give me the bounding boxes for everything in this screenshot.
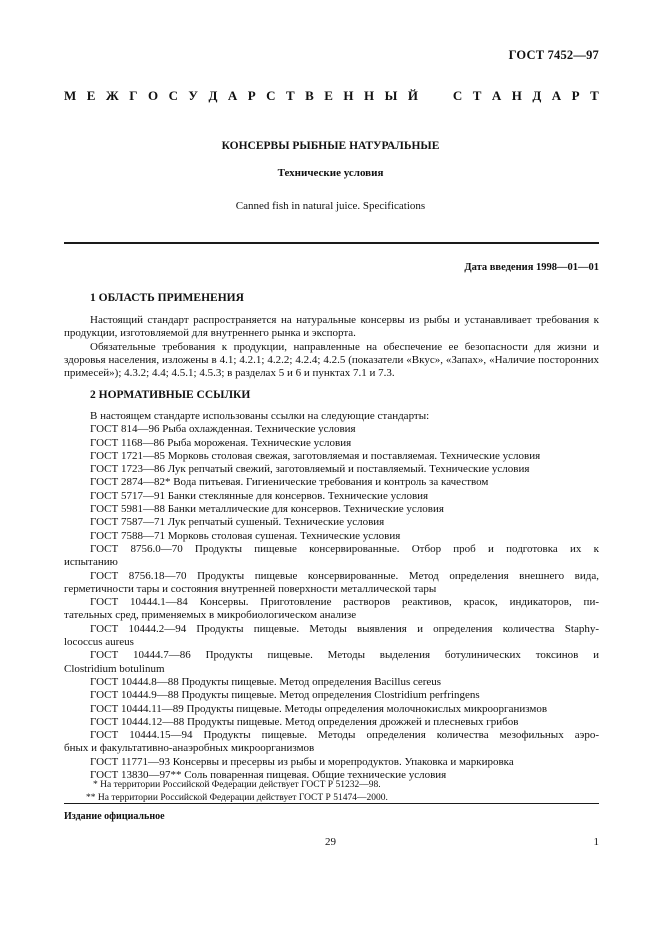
document-subtitle: Технические условия (277, 167, 384, 179)
banner-letter: В (305, 88, 314, 103)
page-number: 29 (325, 836, 336, 848)
reference-item: ГОСТ 13830—97** Соль поваренная пищевая. Общие технические условия (90, 769, 447, 782)
reference-item: ГОСТ 7587—71 Лук репчатый сушеный. Технические условия (90, 516, 385, 529)
paragraph: Настоящий стандарт распространяется на натуральные консервы из рыбы и устанавливает требования к продукции, изготовляемой для внутреннего рынка и экспорта. (64, 314, 599, 340)
reference-item: ГОСТ 10444.9—88 Продукты пищевые. Метод определения Clostridium perfringens (90, 689, 480, 702)
reference-item: ГОСТ 5717—91 Банки стеклянные для консервов. Технические условия (90, 489, 429, 502)
banner-letter: М (64, 88, 77, 103)
banner-letter: Т (590, 88, 599, 103)
sheet-number: 1 (593, 836, 599, 848)
banner-letter: Ы (384, 88, 398, 103)
reference-item: ГОСТ 5981—88 Банки металлические для консервов. Технические условия (90, 503, 444, 516)
reference-item-continued: герметичности тары и состояния внутренней поверхности металлической тары (64, 582, 437, 595)
introduction-date: Дата введения 1998—01—01 (464, 262, 599, 273)
edition-label: Издание официальное (64, 811, 165, 822)
reference-item: ГОСТ 1168—86 Рыба мороженая. Технические условия (90, 436, 352, 449)
reference-item-continued: тательных сред, применяемых в микробиологическом анализе (64, 609, 357, 622)
banner-letter: С (452, 88, 463, 103)
banner-letter: Д (208, 88, 218, 103)
reference-item-continued: lococcus aureus (64, 636, 134, 649)
section-scope-body (64, 314, 599, 380)
banner-letter: Г (129, 88, 138, 103)
banner-letter: Д (532, 88, 542, 103)
footnotes (64, 779, 599, 804)
title-divider (64, 242, 599, 244)
reference-item: ГОСТ 11771—93 Консервы и пресервы из рыбы и морепродуктов. Упаковка и маркировка (90, 755, 514, 768)
document-title: КОНСЕРВЫ РЫБНЫЕ НАТУРАЛЬНЫЕ (221, 140, 440, 152)
banner-letter: Ж (105, 88, 119, 103)
section-heading-references: 2 НОРМАТИВНЫЕ ССЫЛКИ (90, 389, 251, 401)
banner-letter: С (168, 88, 178, 103)
banner-letter: С (266, 88, 276, 103)
banner-letter: Е (324, 88, 333, 103)
reference-item: ГОСТ 2874—82* Вода питьевая. Гигиенические требования и контроль за качеством (90, 476, 489, 489)
reference-item: ГОСТ 1721—85 Морковь столовая свежая, заготовляемая и поставляемая. Технические условия (90, 449, 541, 462)
reference-item: ГОСТ 814—96 Рыба охлажденная. Технические условия (90, 423, 356, 436)
banner-letter: Р (571, 88, 580, 103)
reference-item-continued: бных и факультативно-анаэробных микроорганизмов (64, 742, 315, 755)
banner-letter: Й (407, 88, 418, 103)
banner-letter: Т (472, 88, 482, 103)
banner-letter: Н (343, 88, 354, 103)
reference-item: ГОСТ 10444.7—86 Продукты пищевые. Методы выделения ботулинических токсинов и (90, 649, 599, 662)
standard-code: ГОСТ 7452—97 (508, 48, 599, 62)
reference-item: ГОСТ 8756.18—70 Продукты пищевые консервированные. Метод определения внешнего вида, (90, 569, 599, 582)
banner-gap (428, 88, 442, 104)
banner-letter: А (227, 88, 238, 103)
paragraph: Обязательные требования к продукции, направленные на обеспечение ее безопасности для жизни и здоровья населения, изложены в 4.1; 4.2.1; 4.2.2; 4.2.4; 4.2.5 (показатели «Вкус», «Запах», «Наличие посторонних примесей»); 4.3.2; 4.4; 4.5.1; 4.5.3; в разделах 5 и 6 и пунктах 7.1 и 7.3. (64, 340, 599, 380)
reference-item: ГОСТ 10444.1—84 Консервы. Приготовление растворов реактивов, красок, индикаторов, пи- (90, 596, 599, 609)
reference-item: ГОСТ 10444.11—89 Продукты пищевые. Методы определения молочнокислых микроорганизмов (90, 702, 548, 715)
footnote: ** На территории Российской Федерации действует ГОСТ Р 51474—2000. (86, 792, 388, 803)
banner-letter: О (147, 88, 159, 103)
footer-divider (64, 803, 599, 804)
banner-letter: У (188, 88, 198, 103)
reference-item: ГОСТ 10444.2—94 Продукты пищевые. Методы выявления и определения количества Staphy- (90, 622, 599, 635)
reference-item: ГОСТ 1723—86 Лук репчатый свежий, заготовляемый и поставляемый. Технические условия (90, 463, 530, 476)
reference-item: ГОСТ 8756.0—70 Продукты пищевые консервированные. Отбор проб и подготовка их к (90, 542, 599, 555)
english-title: Canned fish in natural juice. Specifications (235, 200, 426, 212)
reference-item: ГОСТ 10444.8—88 Продукты пищевые. Метод определения Bacillus cereus (90, 675, 442, 688)
footnote: * На территории Российской Федерации действует ГОСТ Р 51232—98. (93, 780, 381, 790)
banner-letter: Т (286, 88, 295, 103)
reference-item: ГОСТ 7588—71 Морковь столовая сушеная. Технические условия (90, 529, 401, 542)
banner-letter: А (491, 88, 502, 103)
banner-letter: Н (511, 88, 522, 103)
section-heading-scope: 1 ОБЛАСТЬ ПРИМЕНЕНИЯ (90, 292, 244, 304)
reference-item: ГОСТ 10444.15—94 Продукты пищевые. Методы определения количества мезофильных аэро- (90, 729, 599, 742)
reference-item: ГОСТ 10444.12—88 Продукты пищевые. Метод определения дрожжей и плесневых грибов (90, 715, 519, 728)
banner-letter: Е (86, 88, 96, 103)
paragraph: В настоящем стандарте использованы ссылки на следующие стандарты: (90, 410, 430, 422)
standard-banner (64, 88, 599, 104)
banner-letter: Р (247, 88, 256, 103)
reference-item-continued: испытанию (64, 556, 118, 569)
section-references-body (64, 410, 599, 782)
banner-letter: Н (364, 88, 375, 103)
banner-letter: А (551, 88, 562, 103)
reference-item-continued: Clostridium botulinum (64, 662, 165, 675)
